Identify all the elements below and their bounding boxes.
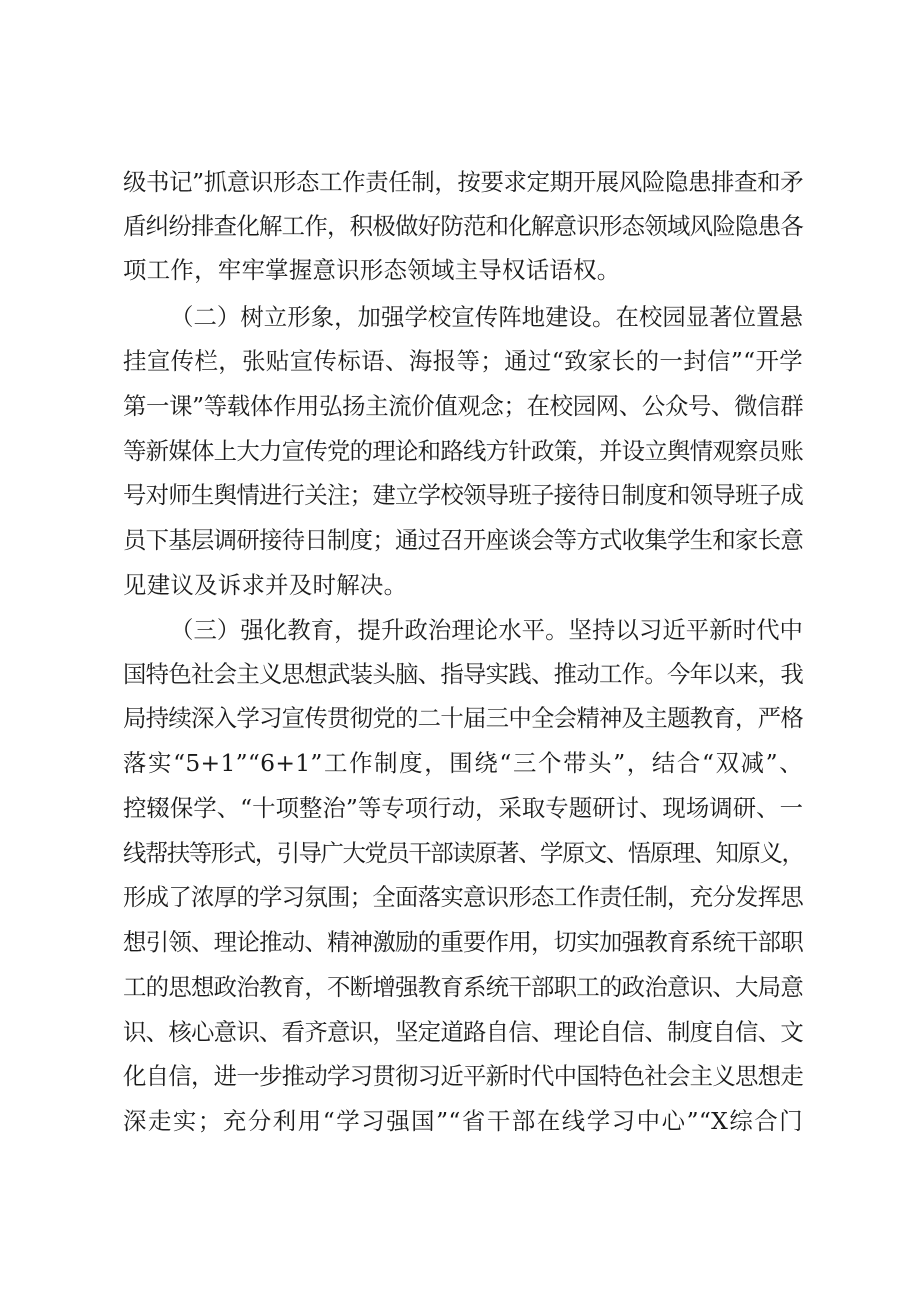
paragraph-3-line-2: 国特色社会主义思想武装头脑、指导实践、推动工作。今年以来，我 — [123, 660, 803, 688]
paragraph-1-line-1: 级书记”抓意识形态工作责任制，按要求定期开展风险隐患排查和矛 — [123, 168, 804, 196]
paragraph-3-line-9: 工的思想政治教育，不断增强教育系统干部职工的政治意识、大局意 — [123, 973, 803, 1001]
paragraph-3-line-10: 识、核心意识、看齐意识，坚定道路自信、理论自信、制度自信、文 — [123, 1018, 803, 1046]
paragraph-3-line-6: 线帮扶等形式，引导广大党员干部读原著、学原文、悟原理、知原义， — [123, 839, 804, 867]
paragraph-2-line-6: 员下基层调研接待日制度；通过召开座谈会等方式收集学生和家长意 — [123, 526, 803, 554]
paragraph-2-line-1: （二）树立形象，加强学校宣传阵地建设。在校园显著位置悬 — [170, 303, 803, 331]
paragraph-3-line-12: 深走实；充分利用“学习强国”“省干部在线学习中心”“X综合门 — [123, 1107, 803, 1135]
paragraph-1-line-2: 盾纠纷排查化解工作，积极做好防范和化解意识形态领域风险隐患各 — [123, 212, 803, 240]
paragraph-2-line-3: 第一课”等载体作用弘扬主流价值观念；在校园网、公众号、微信群 — [123, 392, 804, 420]
paragraph-3-line-5: 控辍保学、“十项整治”等专项行动，采取专题研讨、现场调研、一 — [123, 794, 803, 822]
paragraph-3-line-7: 形成了浓厚的学习氛围；全面落实意识形态工作责任制，充分发挥思 — [123, 883, 803, 911]
paragraph-3-line-4: 落实“5+1”“6+1”工作制度，围绕“三个带头”，结合“双减”、 — [123, 749, 803, 777]
paragraph-3-line-11: 化自信，进一步推动学习贯彻习近平新时代中国特色社会主义思想走 — [123, 1062, 803, 1090]
paragraph-2-line-4: 等新媒体上大力宣传党的理论和路线方针政策，并设立舆情观察员账 — [123, 437, 803, 465]
paragraph-2-line-2: 挂宣传栏，张贴宣传标语、海报等；通过“致家长的一封信”“开学 — [123, 347, 803, 375]
paragraph-3-line-1: （三）强化教育，提升政治理论水平。坚持以习近平新时代中 — [170, 616, 803, 644]
paragraph-3-line-3: 局持续深入学习宣传贯彻党的二十届三中全会精神及主题教育，严格 — [123, 704, 803, 732]
paragraph-1-line-3: 项工作，牢牢掌握意识形态领域主导权话语权。 — [123, 256, 621, 284]
paragraph-2-line-7: 见建议及诉求并及时解决。 — [123, 571, 408, 599]
paragraph-3-line-8: 想引领、理论推动、精神激励的重要作用，切实加强教育系统干部职 — [123, 928, 803, 956]
paragraph-2-line-5: 号对师生舆情进行关注；建立学校领导班子接待日制度和领导班子成 — [123, 481, 803, 509]
